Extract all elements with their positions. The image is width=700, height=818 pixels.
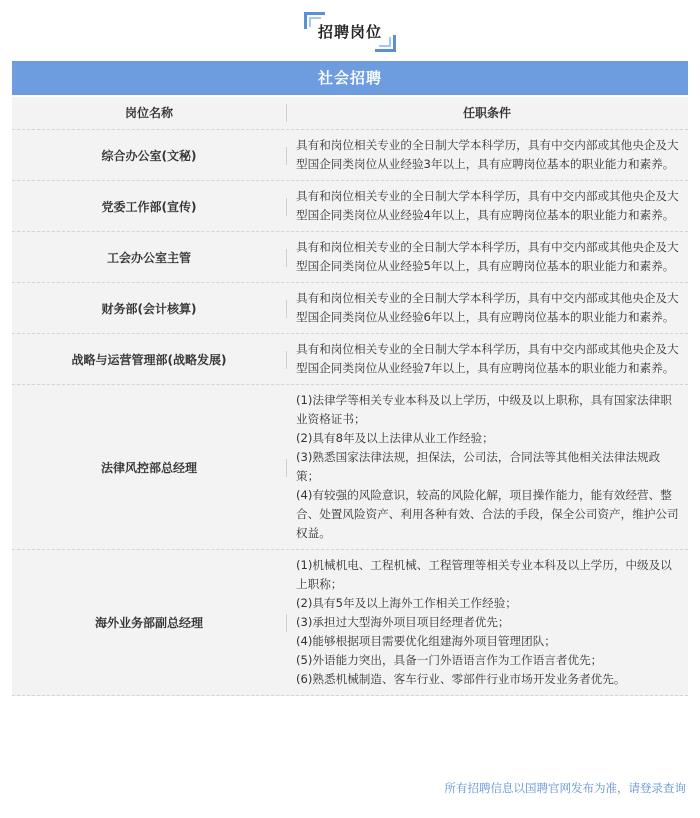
row-divider <box>286 351 287 369</box>
row-divider <box>286 459 287 477</box>
requirement-line: 具有和岗位相关专业的全日制大学本科学历，具有中交内部或其他央企及大型国企同类岗位从业经验6年以上，具有应聘岗位基本的职业能力和素养。 <box>296 291 679 324</box>
requirements <box>296 550 688 695</box>
position-name: 海外业务部副总经理 <box>94 616 203 630</box>
requirement-line: (6)熟悉机械制造、客车行业、零部件行业市场开发业务者优先。 <box>296 672 626 686</box>
requirement-line: (2)具有5年及以上海外工作相关工作经验； <box>296 596 517 610</box>
requirement-line: (4)有较强的风险意识，较高的风险化解，项目操作能力，能有效经营、整合、处置风险资产、利用各种有效、合法的手段，保全公司资产，维护公司权益。 <box>296 488 679 540</box>
job-table <box>12 97 688 696</box>
table-row <box>12 283 688 334</box>
column-header-requirements: 任职条件 <box>462 106 511 120</box>
requirement-line: 具有和岗位相关专业的全日制大学本科学历，具有中交内部或其他央企及大型国企同类岗位从业经验5年以上，具有应聘岗位基本的职业能力和素养。 <box>296 240 679 273</box>
requirements <box>296 232 688 282</box>
row-divider <box>286 300 287 318</box>
requirement-line: (4)能够根据项目需要优化组建海外项目管理团队； <box>296 634 556 648</box>
table-row <box>12 385 688 550</box>
table-row <box>12 232 688 283</box>
footer-note[interactable]: 所有招聘信息以国聘官网发布为准，请登录查询 <box>444 781 686 795</box>
position-name: 工会办公室主管 <box>106 250 191 265</box>
table-header <box>12 97 688 130</box>
row-divider <box>286 249 287 267</box>
position-name: 综合办公室(文秘) <box>101 148 197 163</box>
requirement-line: 具有和岗位相关专业的全日制大学本科学历，具有中交内部或其他央企及大型国企同类岗位从业经验7年以上，具有应聘岗位基本的职业能力和素养。 <box>296 342 679 375</box>
requirements <box>296 334 688 384</box>
position-name: 法律风控部总经理 <box>100 460 197 475</box>
section-title: 社会招聘 <box>12 61 688 95</box>
page-title: 招聘岗位 <box>317 23 382 41</box>
row-divider <box>286 147 287 165</box>
row-divider <box>286 198 287 216</box>
requirement-line: (5)外语能力突出，具备一门外语语言作为工作语言者优先； <box>296 653 603 667</box>
requirement-line: (2)具有8年及以上法律从业工作经验； <box>296 431 494 445</box>
requirement-line: 具有和岗位相关专业的全日制大学本科学历，具有中交内部或其他央企及大型国企同类岗位从业经验3年以上，具有应聘岗位基本的职业能力和素养。 <box>296 138 679 171</box>
requirement-line: (1)机械机电、工程机械、工程管理等相关专业本科及以上学历，中级及以上职称； <box>296 558 672 591</box>
requirements <box>296 181 688 231</box>
requirements <box>296 283 688 333</box>
requirements <box>296 130 688 180</box>
table-row <box>12 334 688 385</box>
column-header-position: 岗位名称 <box>124 106 173 120</box>
position-name: 战略与运营管理部(战略发展) <box>71 352 227 367</box>
requirement-line: 具有和岗位相关专业的全日制大学本科学历，具有中交内部或其他央企及大型国企同类岗位从业经验4年以上，具有应聘岗位基本的职业能力和素养。 <box>296 189 679 222</box>
position-name: 财务部(会计核算) <box>101 301 197 316</box>
requirements <box>296 385 688 549</box>
table-row <box>12 181 688 232</box>
position-name: 党委工作部(宣传) <box>101 199 197 214</box>
table-row <box>12 550 688 696</box>
requirement-line: (1)法律学等相关专业本科及以上学历，中级及以上职称，具有国家法律职业资格证书； <box>296 393 672 426</box>
table-row <box>12 130 688 181</box>
title-frame <box>304 12 396 52</box>
row-divider <box>286 614 287 632</box>
requirement-line: (3)承担过大型海外项目项目经理者优先； <box>296 615 510 629</box>
requirement-line: (3)熟悉国家法律法规，担保法，公司法，合同法等其他相关法律法规政策； <box>296 450 661 483</box>
